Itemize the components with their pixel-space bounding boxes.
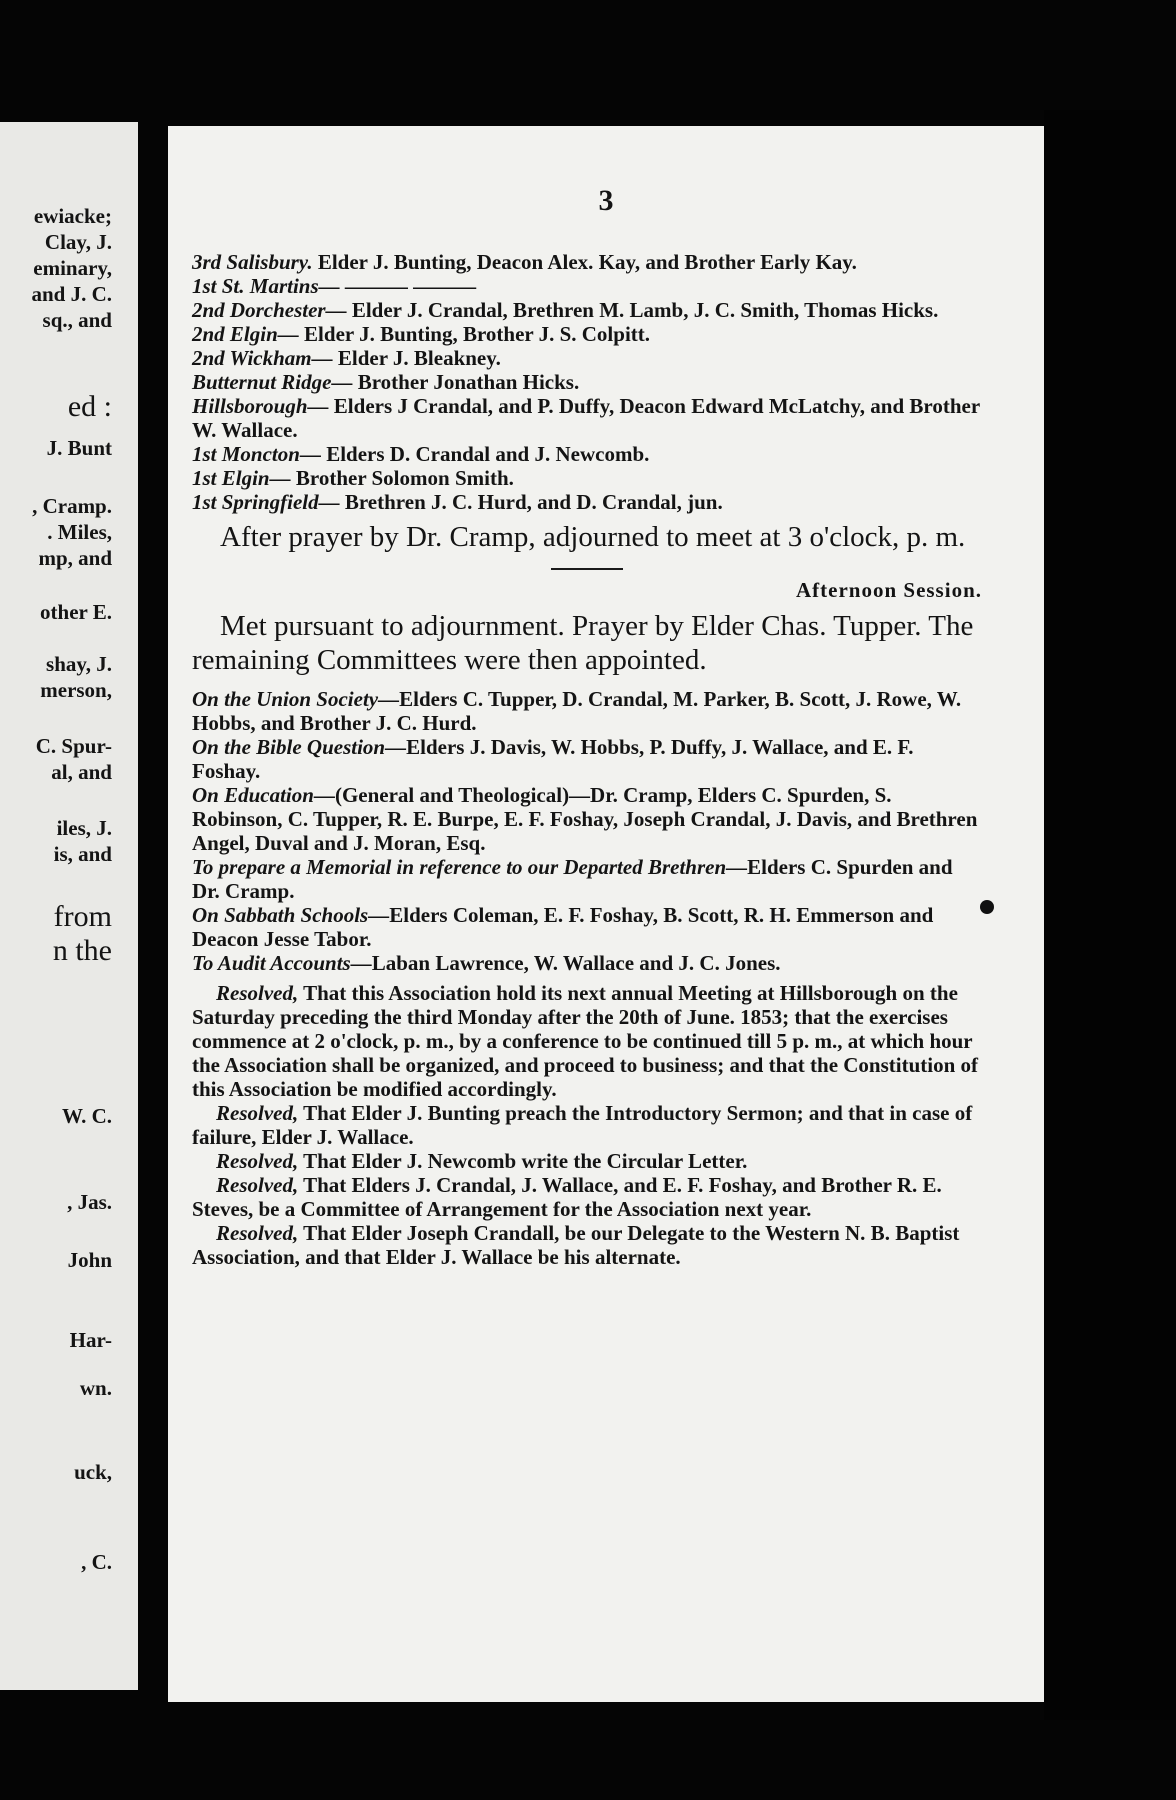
left-page-line: Har- [69,1328,112,1352]
left-page-line: J. Bunt [46,436,112,460]
committee-entry: To prepare a Memorial in reference to our Departed Brethren—Elders C. Spurden and Dr. Cramp. [192,855,953,903]
left-page-line: sq., and [42,308,112,332]
scan-background [1044,110,1176,1720]
page-body [192,250,982,1269]
committee-entry: Hillsborough— Elders J Crandal, and P. Duffy, Deacon Edward McLatchy, and Brother W. Wallace. [192,394,980,442]
page-number: 3 [598,184,614,217]
session-heading: Afternoon Session. [795,578,982,602]
resolution-paragraph: Resolved, That Elders J. Crandal, J. Wallace, and E. F. Foshay, and Brother R. E. Steves, be a Committee of Arrangement for the Association next year. [192,1173,942,1221]
left-page-line: . Miles, [47,520,112,544]
left-page-line: shay, J. [46,652,112,676]
committee-list-afternoon [192,687,982,975]
committee-entry: 2nd Elgin— Elder J. Bunting, Brother J. S. Colpitt. [192,322,651,346]
resolution-paragraph: Resolved, That this Association hold its next annual Meeting at Hillsborough on the Saturday preceding the third Monday after the 20th of June. 1853; that the exercises commence at 2 o'clock, p. m., by a conference to be continued till 5 p. m., at which hour the Association shall be organized, and proceed to business; and that the Constitution of this Association be modified accordingly. [192,981,979,1101]
committee-entry: On Sabbath Schools—Elders Coleman, E. F. Foshay, B. Scott, R. H. Emmerson and Deacon Jesse Tabor. [192,903,934,951]
committee-entry: 1st Moncton— Elders D. Crandal and J. Newcomb. [192,442,650,466]
committee-entry: 1st St. Martins— ——— ——— [192,274,477,298]
resolutions [192,981,982,1269]
committee-entry: On the Union Society—Elders C. Tupper, D. Crandal, M. Parker, B. Scott, J. Rowe, W. Hobbs, and Brother J. C. Hurd. [192,687,962,735]
left-page-line: other E. [40,600,112,624]
left-page-line: , Cramp. [32,494,112,518]
left-page-line: from [53,900,112,933]
resolution-paragraph: Resolved, That Elder J. Newcomb write the Circular Letter. [216,1149,748,1173]
left-page-line: uck, [74,1460,112,1484]
committee-entry: To Audit Accounts—Laban Lawrence, W. Wallace and J. C. Jones. [192,951,781,975]
left-page-line: , C. [81,1550,112,1574]
committee-entry: Butternut Ridge— Brother Jonathan Hicks. [192,370,580,394]
left-page-line: John [67,1248,112,1272]
left-page-line: Clay, J. [44,230,112,254]
left-page-line: W. C. [62,1104,112,1128]
left-page-line: eminary, [33,256,112,280]
left-page-line: mp, and [38,546,112,570]
left-page-line: is, and [53,842,112,866]
left-page-fragment [0,122,138,1690]
committee-entry: 2nd Wickham— Elder J. Bleakney. [192,346,501,370]
committee-entry: 3rd Salisbury. Elder J. Bunting, Deacon Alex. Kay, and Brother Early Kay. [192,250,857,274]
left-page-line: wn. [79,1376,112,1400]
committee-entry: 1st Springfield— Brethren J. C. Hurd, and D. Crandal, jun. [192,490,723,514]
left-page-line: C. Spur- [35,734,112,758]
left-page-line: , Jas. [67,1190,112,1214]
committee-entry: 1st Elgin— Brother Solomon Smith. [192,466,514,490]
left-page-line: merson, [40,678,112,702]
left-page-line: and J. C. [31,282,112,306]
committee-entry: 2nd Dorchester— Elder J. Crandal, Brethren M. Lamb, J. C. Smith, Thomas Hicks. [192,298,939,322]
section-rule [551,568,623,570]
committee-entry: On Education—(General and Theological)—Dr. Cramp, Elders C. Spurden, S. Robinson, C. Tupper, R. E. Burpe, E. F. Foshay, Joseph Crandal, J. Davis, and Brethren Angel, Duval and J. Moran, Esq. [192,783,978,855]
resolution-paragraph: Resolved, That Elder J. Bunting preach the Introductory Sermon; and that in case of failure, Elder J. Wallace. [192,1101,973,1149]
left-page-line: n the [52,934,112,967]
left-page-line: iles, J. [56,816,112,840]
left-page-line: ed : [67,390,112,423]
session-intro-paragraph: Met pursuant to adjournment. Prayer by Elder Chas. Tupper. The remaining Committees were then appointed. [192,610,974,676]
committee-list-morning [192,250,982,514]
left-page-line: al, and [51,760,112,784]
left-page-line: ewiacke; [33,204,112,228]
book-gutter [138,110,170,1710]
adjournment-paragraph: After prayer by Dr. Cramp, adjourned to meet at 3 o'clock, p. m. [220,521,966,553]
document-page [168,126,1044,1702]
committee-entry: On the Bible Question—Elders J. Davis, W. Hobbs, P. Duffy, J. Wallace, and E. F. Foshay. [192,735,914,783]
resolution-paragraph: Resolved, That Elder Joseph Crandall, be our Delegate to the Western N. B. Baptist Association, and that Elder J. Wallace be his alternate. [192,1221,960,1269]
ink-dot [980,900,994,914]
